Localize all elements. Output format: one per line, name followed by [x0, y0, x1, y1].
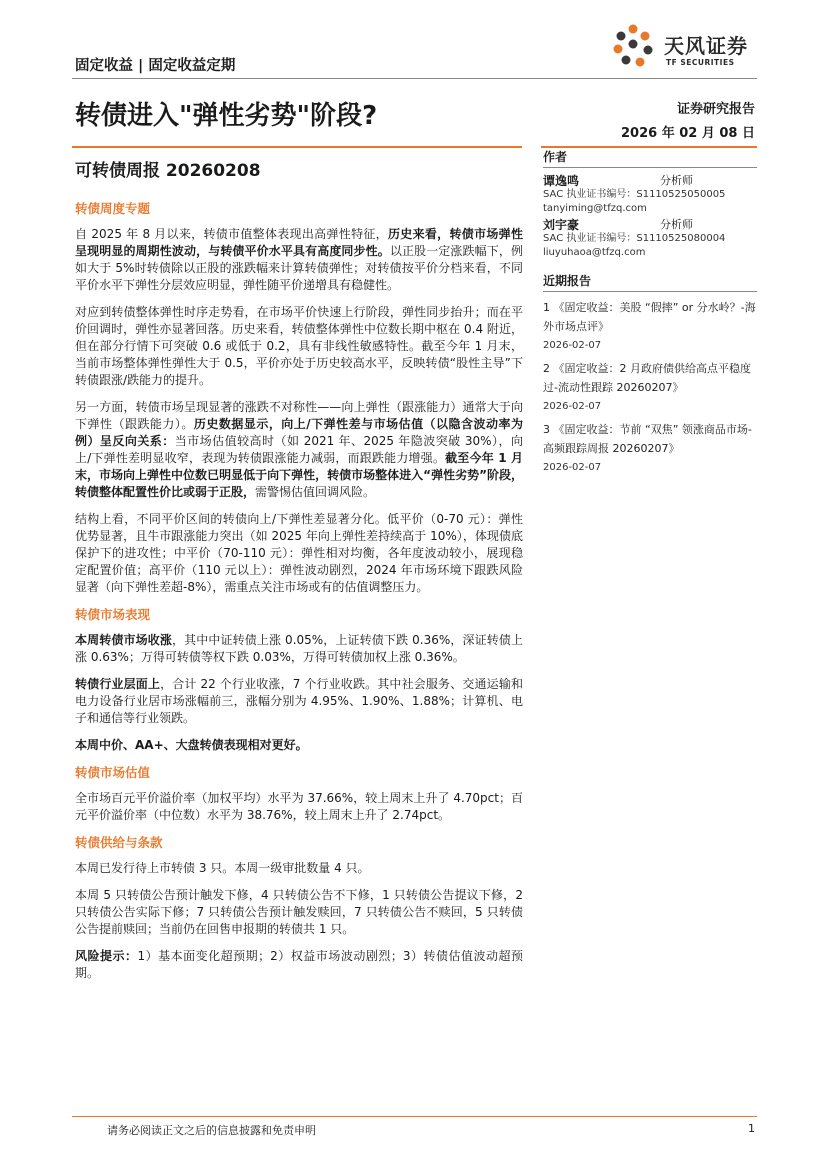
header-divider: [72, 78, 757, 79]
author-role: 分析师: [660, 174, 693, 187]
section-heading: 转债市场表现: [75, 607, 151, 622]
text-run: 自 2025 年 8 月以来，转债市值整体表现出高弹性特征，: [75, 227, 388, 241]
recent-report-title[interactable]: 1 《固定收益：美股 “假摔” or 分水岭？-海外市场点评》: [543, 301, 756, 333]
bold-text-run: 历史数据显示，向上/下弹性差与市场估值（以隐含波动率为例）呈反向关系：: [75, 417, 523, 448]
recent-report-title[interactable]: 3 《固定收益：节前 “双焦” 领涨商品市场-高频跟踪周报 20260207》: [543, 423, 752, 455]
sidebar: [543, 146, 757, 481]
risk-warning: [75, 948, 523, 982]
author-role: 分析师: [660, 218, 693, 231]
footer-divider: [72, 1116, 757, 1117]
author-sac: SAC 执业证书编号：S1110525050005: [543, 189, 726, 200]
paragraph: [75, 676, 523, 727]
bold-text-run: 截至今年 1 月末，市场向上弹性中位数已明显低于向下弹性，转债市场整体进入“弹性劣势”阶段，转债整体配置性价比或弱于正股，: [75, 451, 523, 499]
recent-report-item[interactable]: [543, 420, 757, 477]
text-run: 当市场估值较高时（如 2021 年、2025 年隐波突破 30%），向上/下弹性差明显收窄，表现为转债跟涨能力减弱，而跟跌能力增强。: [75, 434, 523, 465]
section-heading: 转债供给与条款: [75, 835, 163, 850]
main-content: [75, 200, 523, 992]
section-heading: 转债周度专题: [75, 201, 151, 216]
recent-report-item[interactable]: [543, 298, 757, 355]
bold-text-run: 本周中价、AA+、大盘转债表现相对更好。: [75, 738, 308, 752]
bold-text-run: 转债行业层面上: [75, 677, 161, 691]
page-number: 1: [748, 1122, 755, 1135]
author-card: [543, 174, 757, 216]
bold-text-run: 本周转债市场收涨: [75, 633, 172, 647]
author-name: 刘宇豪: [543, 218, 580, 232]
paragraph: [75, 226, 523, 294]
author-card: [543, 218, 757, 260]
paragraph: 本周已发行待上市转债 3 只。本周一级审批数量 4 只。: [75, 861, 370, 875]
text-run: ，其中中证转债上涨 0.05%，上证转债下跌 0.36%，深证转债上涨 0.63%；万得可转债等权下跌 0.03%，万得可转债加权上涨 0.36%。: [75, 633, 523, 664]
text-run: 1）基本面变化超预期；2）权益市场波动剧烈；3）转债估值波动超预期。: [75, 949, 523, 980]
recent-report-title[interactable]: 2 《固定收益：2 月政府债供给高点平稳度过-流动性跟踪 20260207》: [543, 362, 751, 394]
author-email[interactable]: liuyuhaoa@tfzq.com: [543, 247, 646, 258]
paragraph: [75, 399, 523, 501]
author-name: 谭逸鸣: [543, 174, 580, 188]
author-sac: SAC 执业证书编号：S1110525080004: [543, 233, 726, 244]
bold-text-run: 历史来看，转债市场弹性呈现明显的周期性波动，与转债平价水平具有高度同步性。: [75, 227, 523, 258]
text-run: 以正股一定涨跌幅下，例如大于 5%时转债除以正股的涨跌幅来计算转债弹性；对转债按平价分档来看，不同平价水平下弹性分层效应明显，弹性随平价递增具有稳健性。: [75, 244, 523, 292]
recent-report-date: 2026-02-07: [543, 462, 602, 473]
section-heading: 转债市场估值: [75, 765, 151, 780]
logo-text-cn: 天风证券: [664, 34, 748, 58]
text-run: ，合计 22 个行业收涨，7 个行业收跌。其中社会服务、交通运输和电力设备行业居市场涨幅前三，涨幅分别为 4.95%、1.90%、1.88%；计算机、电子和通信等行业领跌。: [75, 677, 523, 725]
report-type: 证券研究报告: [676, 102, 755, 117]
sidebar-divider: [543, 291, 757, 292]
title-divider-left: [72, 146, 522, 148]
text-run: 另一方面，转债市场呈现显著的涨跌不对称性——向上弹性（跟涨能力）通常大于向下弹性（跟跌能力）。: [75, 400, 523, 431]
text-run: 需警惕估值回调风险。: [255, 485, 376, 499]
logo-text-en: TF SECURITIES: [666, 58, 735, 67]
footer-disclaimer: 请务必阅读正文之后的信息披露和免责申明: [107, 1124, 316, 1137]
bold-text-run: 风险提示：: [75, 949, 138, 963]
report-category: 固定收益 | 固定收益定期: [75, 58, 236, 74]
report-subtitle: 可转债周报 20260208: [75, 161, 261, 181]
paragraph: [75, 737, 523, 754]
sidebar-divider: [543, 167, 757, 168]
logo-mark-icon: [610, 22, 656, 72]
paragraph: 全市场百元平价溢价率（加权平均）水平为 37.66%，较上周末上升了 4.70pct；百元平价溢价率（中位数）水平为 38.76%，较上周末上升了 2.74pct。: [75, 791, 523, 822]
paragraph: 本周 5 只转债公告预计触发下修，4 只转债公告不下修，1 只转债公告提议下修，2 只转债公告实际下修；7 只转债公告预计触发赎回，7 只转债公告不赎回，5 只转债公告提前赎回；当前仍在回售申报期的转债共 1 只。: [75, 888, 523, 936]
authors-heading: 作者: [543, 150, 568, 164]
paragraph: 结构上看，不同平价区间的转债向上/下弹性差显著分化。低平价（0-70 元）：弹性优势显著，且牛市跟涨能力突出（如 2025 年向上弹性差持续高于 10%），体现债底保护下的进攻性；中平价（70-110 元）：弹性相对均衡，各年度波动较小，展现稳定配置价值；高平价（110 元以上）：弹性波动剧烈，2024 年市场环境下跟跌风险显著（向下弹性差超-8%），需重点关注市场或有的估值调整压力。: [75, 512, 523, 594]
recent-report-item[interactable]: [543, 359, 757, 416]
page-title: 转债进入"弹性劣势"阶段?: [75, 101, 378, 131]
recent-reports-heading: 近期报告: [543, 274, 592, 288]
author-email[interactable]: tanyiming@tfzq.com: [543, 203, 647, 214]
paragraph: 对应到转债整体弹性时序走势看，在市场平价快速上行阶段，弹性同步抬升；而在平价回调时，弹性亦显著回落。历史来看，转债整体弹性中位数长期中枢在 0.4 附近，但在部分行情下可突破 0.6 或低于 0.2，具有非线性敏感特性。截至今年 1 月末，当前市场整体弹性弹性大于 0.5，平价亦处于历史较高水平，反映转债“股性主导”下转债跟涨/跌能力的提升。: [75, 305, 523, 387]
report-date: 2026 年 02 月 08 日: [621, 126, 755, 141]
recent-report-date: 2026-02-07: [543, 401, 602, 412]
recent-report-date: 2026-02-07: [543, 340, 602, 351]
paragraph: [75, 632, 523, 666]
company-logo: [610, 22, 760, 74]
